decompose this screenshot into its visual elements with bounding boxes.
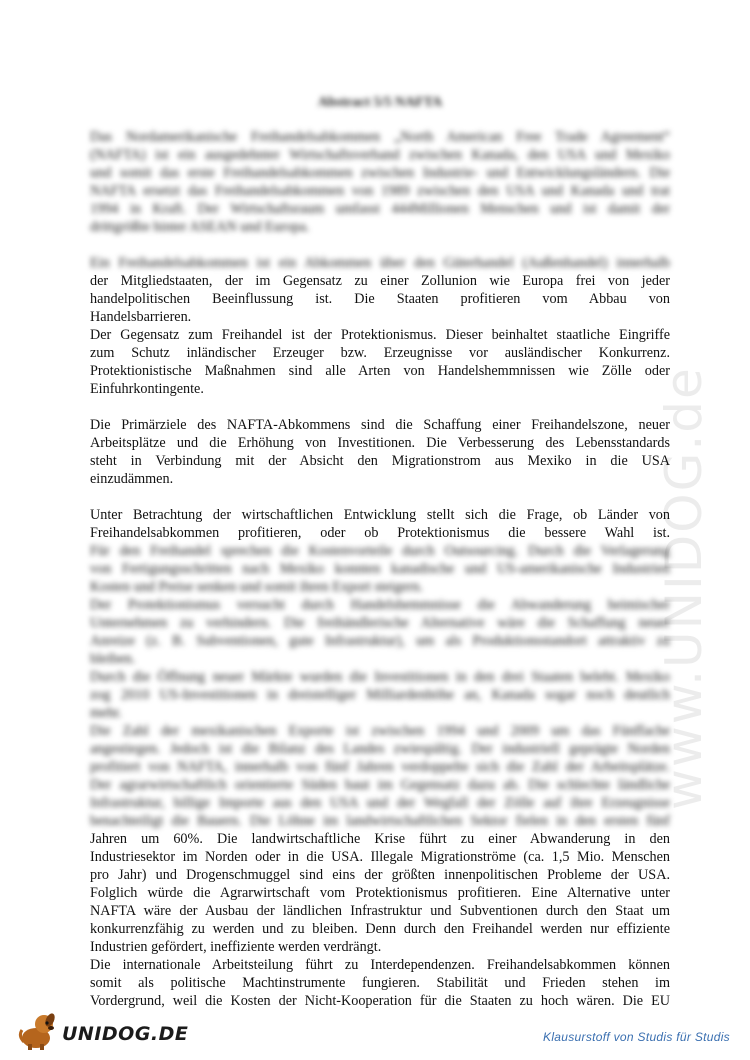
text-line: und somit das erste Freihandelsabkommen zwischen Industrie- und Entwicklungsländern. Die: [90, 165, 670, 181]
paragraph-goals: [90, 416, 670, 488]
text-line: drittgrößte hinter ASEAN und Europa.: [90, 219, 310, 235]
footer-slogan: Klausurstoff von Studis für Studis: [543, 1030, 730, 1044]
text-line: Freihandelsabkommen profitieren, oder ob Protektionismus die bessere Wahl ist.: [90, 525, 670, 541]
text-line: steht in Verbindung mit der Absicht den Migrationstrom aus Mexiko in die USA: [90, 453, 670, 469]
text-line: angestiegen. Jedoch ist die Bilanz des Landes zwiespältig. Der industriell geprägte Norden: [90, 741, 670, 757]
text-line: Die Primärziele des NAFTA-Abkommens sind die Schaffung einer Freihandelszone, neuer: [90, 417, 670, 433]
text-line: Folglich würde die Agrarwirtschaft vom Protektionismus profitieren. Eine Alternative unter: [90, 885, 670, 901]
text-line: Der Protektionismus versucht durch Handelshemmnisse die Abwanderung heimischer: [90, 597, 670, 613]
text-line: Unternehmen zu verhindern. Die freihändlerische Alternative wäre die Schaffung neuer: [90, 615, 670, 631]
text-line: Unter Betrachtung der wirtschaftlichen Entwicklung stellt sich die Frage, ob Länder von: [90, 507, 670, 523]
document-title: Abstract 5/5 NAFTA: [317, 95, 443, 110]
text-line: bleiben.: [90, 651, 136, 667]
text-line: einzudämmen.: [90, 471, 174, 487]
text-line: von Fertigungsschritten nach Mexiko konnten kanadische und US-amerikanische Industrien: [90, 561, 670, 577]
text-line: somit als politische Machtinstrumente fungieren. Stabilität und Frieden stehen im: [90, 975, 670, 991]
text-line: Handelsbarrieren.: [90, 309, 192, 325]
text-line: Infrastruktur, billige Importe aus den USA und der Wegfall der Zölle auf ihre Erzeugnisse: [90, 795, 670, 811]
text-line: Industriesektor im Norden oder in die USA. Illegale Migrationströme (ca. 1,5 Mio. Menschen: [90, 849, 670, 865]
text-line: konkurrenzfähig zu werden und zu bleiben. Denn durch den Freihandel werden nur effiziente: [90, 921, 670, 937]
text-line: Einfuhrkontingente.: [90, 381, 204, 397]
text-line: mehr.: [90, 705, 122, 721]
text-line: Die internationale Arbeitsteilung führt zu Interdependenzen. Freihandelsabkommen können: [90, 957, 670, 973]
text-line: handelpolitischen Beeinflussung ist. Die Staaten profitieren vom Abbau von: [90, 291, 670, 307]
document-page: www.UNIDOG.de Abstract 5/5 NAFTA Das Nordamerikanische Freihandelsabkommen „North American Free Trade Agreement“ (NAFTA) ist ein ausgedehnter Wirtschaftsverband zwischen Kanada, den USA und Mexiko und somit das erste Freihandelsabkommen zwischen Industrie- und Entwicklungsländern. Die NAFTA ersetzt das Freihandelsabkommen von 1989 zwischen den USA und Kanada und trat 1994 in Kraft. Der Wirtschaftsraum umfasst 444Millionen Menschen und ist damit der drittgrößte hinter ASEAN und Europa. Ein Freihandelsabkommen ist ein Abkommen über den Güterhandel (Außenhandel) innerhalb der Mitgliedstaaten, der im Gegensatz zu einer Zollunion wie Europa frei von jeder handelpolitischen Beeinflussung ist. Die Staaten profitieren vom Abbau von Handelsbarrieren. Der Gegensatz zum Freihandel ist der Protektionismus. Dieser beinhaltet staatliche Eingriffe zum Schutz inländischer Erzeuger bzw. Erzeugnisse vor ausländischer Konkurrenz. Protektionistische Maßnahmen sind alle Arten von Handelshemmnissen wie Zölle oder Einfuhrkontingente. Die Primärziele des NAFTA-Abkommens sind die Schaffung einer Freihandelszone, neuer Arbeitsplätze und die Erhöhung von Investitionen. Die Verbesserung des Lebensstandards steht in Verbindung mit der Absicht den Migrationstrom aus Mexiko in die USA einzudämmen. Unter Betrachtung der wirtschaftlichen Entwicklung stellt sich die Frage, ob Länder von Freihandelsabkommen profitieren, oder ob Protektionismus die bessere Wahl ist. Für den Freihandel sprechen die Kostenvorteile durch Outsourcing. Durch die Verlagerung von Fertigungsschritten nach Mexiko konnten kanadische und US-amerikanische Industrien Kosten und Preise senken und somit ihren Export steigern. Der Protektionismus versucht durch Handelshemmnisse die Abwanderung heimischer Unternehmen zu verhindern. Die freihändlerische Alternative wäre die Schaffung neuer Anreize (z. B. Subventionen, gute Infrastruktur), um als Produktionsstandort attraktiv zu bleiben. Durch die Öffnung neuer Märkte wurden die Investitionen in den drei Staaten belebt. Mexiko zog 2010 US-Investitionen in dreistelliger Milliardenhöhe an, Kanada sogar noch deutlich mehr. Die Zahl der mexikanischen Exporte ist zwischen 1994 und 2009 um das Fünffache angestiegen. Jedoch ist die Bilanz des Landes zwiespältig. Der industriell geprägte Norden profitiert von NAFTA, innerhalb von fünf Jahren verdoppelte sich die Zahl der Arbeitsplätze. Der agrarwirtschaftlich orientierte Süden baut im Gegensatz dazu ab. Die schlechte ländliche Infrastruktur, billige Importe aus den USA und der Wegfall der Zölle auf ihre Erzeugnisse benachteiligt die Bauern. Die Löhne im landwirtschaftlichen Sektor fielen in den ersten fünf Jahren um 60%. Die landwirtschaftliche Krise führt zu einer Abwanderung in den Industriesektor im Norden oder in die USA. Illegale Migrationströme (ca. 1,5 Mio. Menschen pro Jahr) und Drogenschmuggel sind eins der größten innenpolitischen Probleme der USA. Folglich würde die Agrarwirtschaft vom Protektionismus profitieren. Eine Alternative unter NAFTA wäre der Ausbau der ländlichen Infrastruktur und Subventionen durch den Staat um konkurrenzfähig zu werden und zu bleiben. Denn durch den Freihandel werden nur effiziente Industrien gefördert, ineffiziente werden verdrängt. Die internationale Arbeitsteilung führt zu Interdependenzen. Freihandelsabkommen können somit als politische Machtinstrumente fungieren. Stabilität und Frieden stehen im Vordergrund, weil die Kosten der Nicht-Kooperation für die Staaten zu hoch wären. Die EU UNIDOG.DE Klausurstoff von Studis für Studis: [0, 0, 750, 1060]
text-line: Kosten und Preise senken und somit ihren Export steigern.: [90, 579, 423, 595]
text-line: Durch die Öffnung neuer Märkte wurden die Investitionen in den drei Staaten belebt. Mexiko: [90, 669, 670, 685]
text-line: 1994 in Kraft. Der Wirtschaftsraum umfasst 444Millionen Menschen und ist damit der: [90, 201, 670, 217]
text-line: Arbeitsplätze und die Erhöhung von Investitionen. Die Verbesserung des Lebensstandards: [90, 435, 670, 451]
text-line: Industrien gefördert, ineffiziente werden verdrängt.: [90, 939, 382, 955]
text-line: Vordergrund, weil die Kosten der Nicht-Kooperation für die Staaten zu hoch wären. Die EU: [90, 993, 670, 1009]
document-content: [90, 94, 670, 1010]
text-line: Der agrarwirtschaftlich orientierte Süden baut im Gegensatz dazu ab. Die schlechte ländliche: [90, 777, 670, 793]
text-line: benachteiligt die Bauern. Die Löhne im landwirtschaftlichen Sektor fielen in den ersten fünf: [90, 813, 670, 829]
text-line: NAFTA ersetzt das Freihandelsabkommen von 1989 zwischen den USA und Kanada und trat: [90, 183, 670, 199]
text-line: Jahren um 60%. Die landwirtschaftliche Krise führt zu einer Abwanderung in den: [90, 831, 670, 847]
text-line: Protektionistische Maßnahmen sind alle Arten von Handelshemmnissen wie Zölle oder: [90, 363, 670, 379]
text-line: Anreize (z. B. Subventionen, gute Infrastruktur), um als Produktionsstandort attraktiv zu: [90, 633, 670, 649]
text-line: zum Schutz inländischer Erzeuger bzw. Erzeugnisse vor ausländischer Konkurrenz.: [90, 345, 670, 361]
text-line: Der Gegensatz zum Freihandel ist der Protektionismus. Dieser beinhaltet staatliche Eingriffe: [90, 327, 670, 343]
text-line: profitiert von NAFTA, innerhalb von fünf Jahren verdoppelte sich die Zahl der Arbeitsplätze.: [90, 759, 670, 775]
text-line: Das Nordamerikanische Freihandelsabkommen „North American Free Trade Agreement“: [90, 129, 670, 145]
text-line: NAFTA wäre der Ausbau der ländlichen Infrastruktur und Subventionen durch den Staat um: [90, 903, 670, 919]
blurred-line: Ein Freihandelsabkommen ist ein Abkommen über den Güterhandel (Außenhandel) innerhalb: [90, 255, 670, 271]
unidog-logo[interactable]: [16, 1008, 206, 1054]
dog-mascot-icon: [16, 1008, 60, 1052]
text-line: Für den Freihandel sprechen die Kostenvorteile durch Outsourcing. Durch die Verlagerung: [90, 543, 670, 559]
paragraph-free-trade: [90, 254, 670, 398]
text-line: (NAFTA) ist ein ausgedehnter Wirtschaftsverband zwischen Kanada, den USA und Mexiko: [90, 147, 670, 163]
text-line: zog 2010 US-Investitionen in dreistelliger Milliardenhöhe an, Kanada sogar noch deutlich: [90, 687, 670, 703]
paragraph-intro: [90, 128, 670, 236]
logo-text: UNIDOG.DE: [62, 1023, 189, 1045]
paragraph-development: [90, 506, 670, 1010]
text-line: Die Zahl der mexikanischen Exporte ist zwischen 1994 und 2009 um das Fünffache: [90, 723, 670, 739]
text-line: pro Jahr) und Drogenschmuggel sind eins der größten innenpolitischen Probleme der USA.: [90, 867, 670, 883]
text-line: der Mitgliedstaaten, der im Gegensatz zu einer Zollunion wie Europa frei von jeder: [90, 273, 670, 289]
